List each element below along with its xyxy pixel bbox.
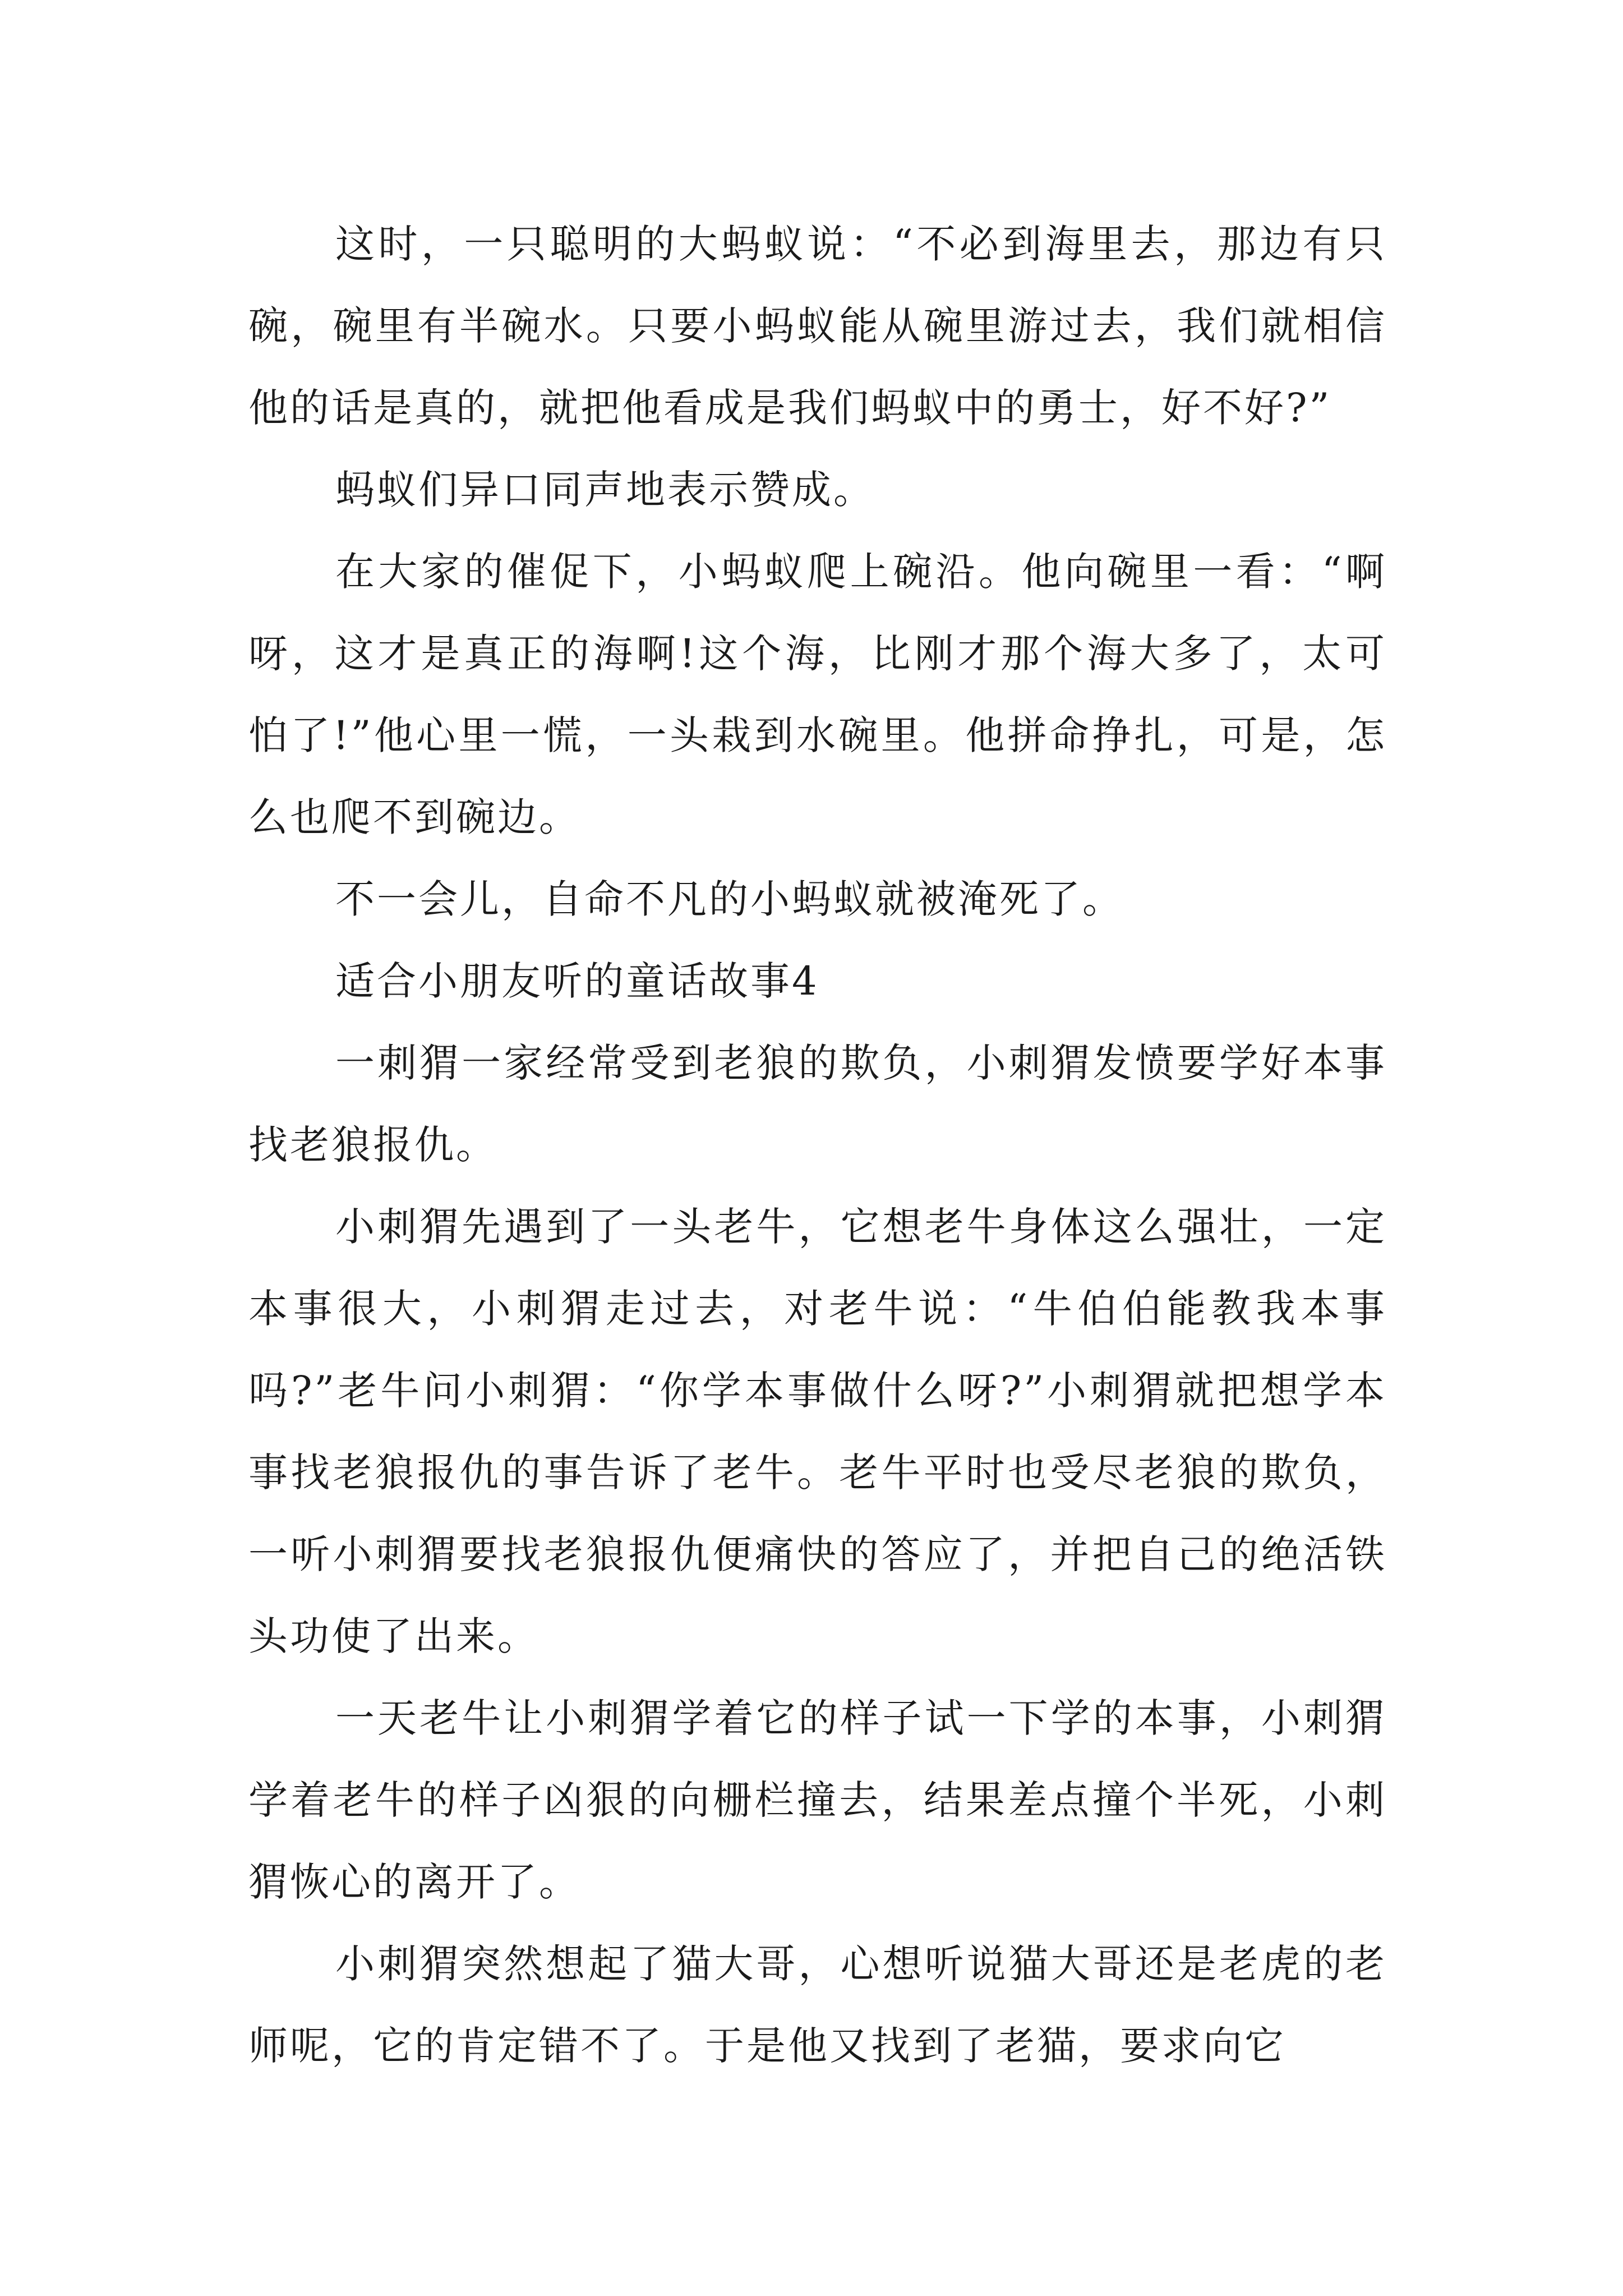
paragraph: 小刺猬先遇到了一头老牛，它想老牛身体这么强壮，一定本事很大，小刺猬走过去，对老牛说：“牛伯伯能教我本事吗?”老牛问小刺猬：“你学本事做什么呀?”小刺猬就把想学本事找老狼报仇的事告诉了老牛。老牛平时也受尽老狼的欺负，一听小刺猬要找老狼报仇便痛快的答应了，并把自己的绝活铁头功使了出来。 xyxy=(248,1204,1387,1659)
document-body xyxy=(248,203,1387,2087)
section-heading: 适合小朋友听的童话故事4 xyxy=(335,958,819,1004)
paragraph: 这时，一只聪明的大蚂蚁说：“不必到海里去，那边有只碗，碗里有半碗水。只要小蚂蚁能从碗里游过去，我们就相信他的话是真的，就把他看成是我们蚂蚁中的勇士，好不好?” xyxy=(248,221,1387,431)
paragraph: 一刺猬一家经常受到老狼的欺负，小刺猬发愤要学好本事找老狼报仇。 xyxy=(248,1040,1387,1168)
paragraph: 一天老牛让小刺猬学着它的样子试一下学的本事，小刺猬学着老牛的样子凶狠的向栅栏撞去，结果差点撞个半死，小刺猬恢心的离开了。 xyxy=(248,1695,1387,1905)
paragraph: 蚂蚁们异口同声地表示赞成。 xyxy=(335,467,875,513)
paragraph: 在大家的催促下，小蚂蚁爬上碗沿。他向碗里一看：“啊呀，这才是真正的海啊!这个海，比刚才那个海大多了，太可怕了!”他心里一慌，一头栽到水碗里。他拼命挣扎，可是，怎么也爬不到碗边。 xyxy=(248,549,1387,840)
paragraph: 小刺猬突然想起了猫大哥，心想听说猫大哥还是老虎的老师呢，它的肯定错不了。于是他又找到了老猫，要求向它 xyxy=(248,1941,1387,2069)
paragraph: 不一会儿，自命不凡的小蚂蚁就被淹死了。 xyxy=(335,876,1124,922)
